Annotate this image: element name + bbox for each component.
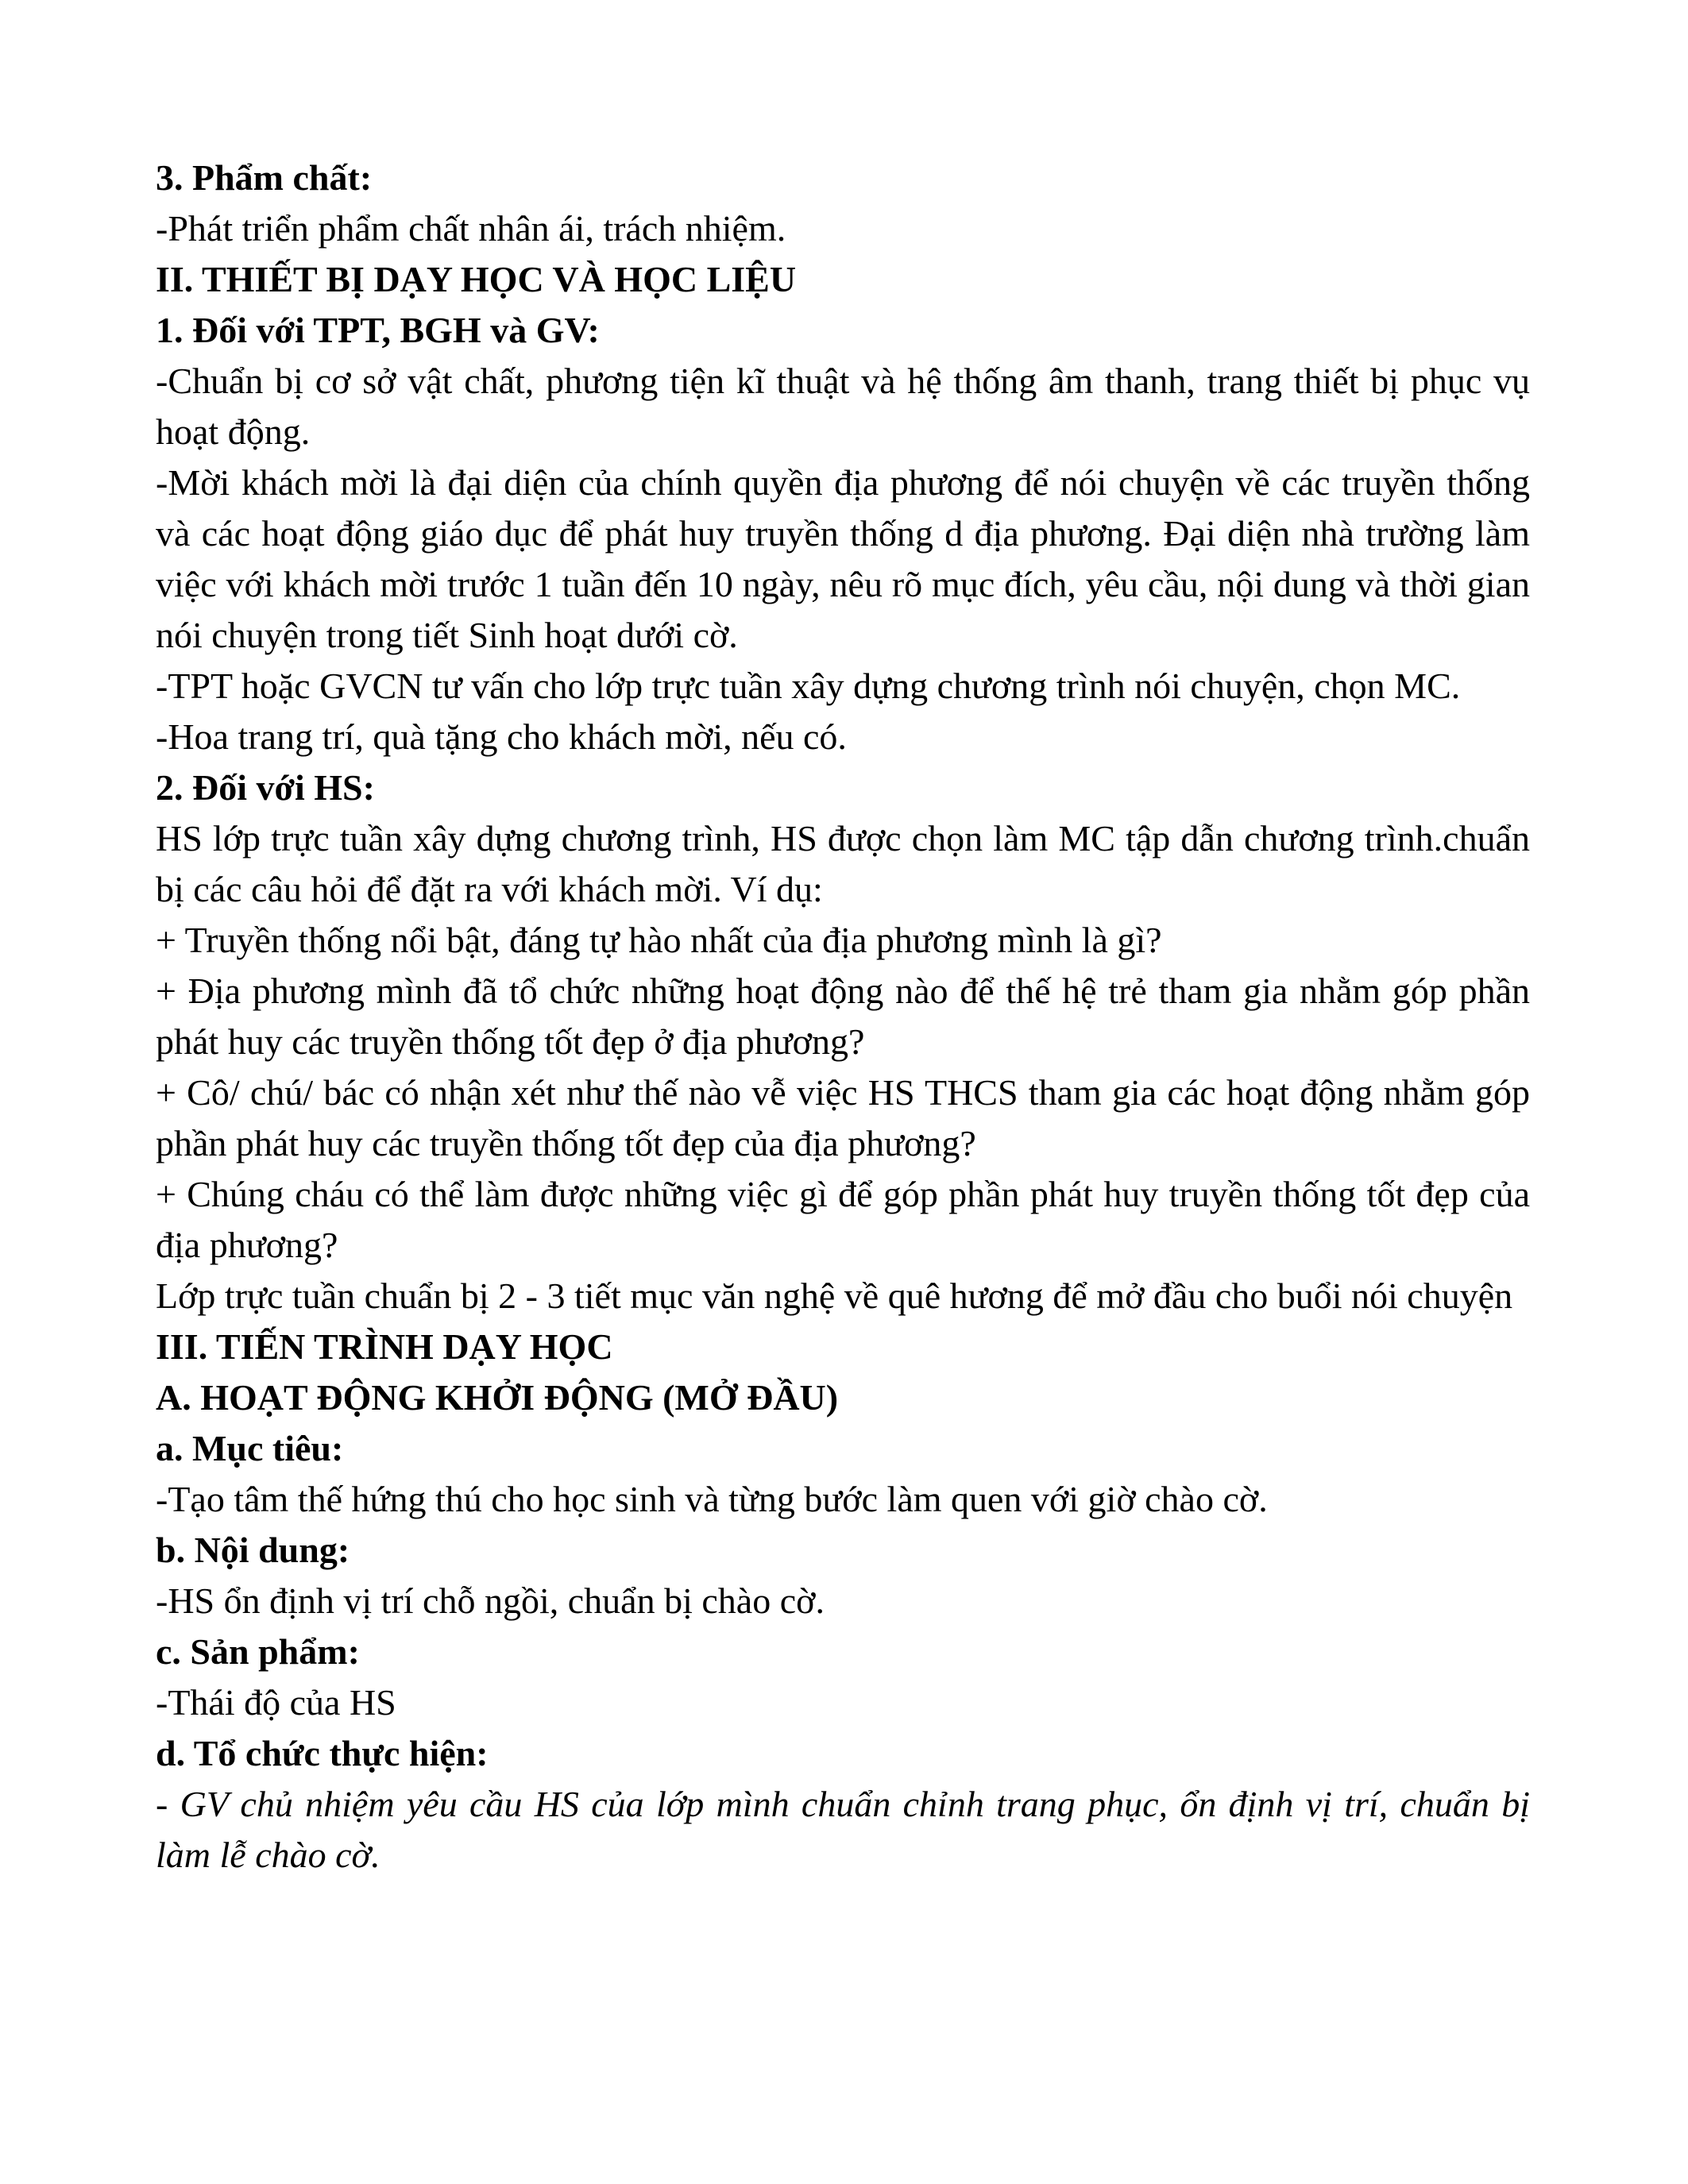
- heading-noi-dung: b. Nội dung:: [156, 1530, 350, 1570]
- heading-to-chuc-thuc-hien: d. Tổ chức thực hiện:: [156, 1733, 489, 1773]
- paragraph: HS lớp trực tuần xây dựng chương trình, HS được chọn làm MC tập dẫn chương trình.chuẩn bị các câu hỏi để đặt ra với khách mời. Ví dụ:: [156, 818, 1530, 909]
- paragraph: Lớp trực tuần chuẩn bị 2 - 3 tiết mục văn nghệ về quê hương để mở đầu cho buổi nói chuyện: [156, 1275, 1513, 1316]
- section-heading-thiet-bi: II. THIẾT BỊ DẠY HỌC VÀ HỌC LIỆU: [156, 259, 797, 299]
- paragraph: -Phát triển phẩm chất nhân ái, trách nhiệm.: [156, 208, 786, 249]
- section-heading-tien-trinh: III. TIẾN TRÌNH DẠY HỌC: [156, 1326, 613, 1367]
- paragraph: -TPT hoặc GVCN tư vấn cho lớp trực tuần xây dựng chương trình nói chuyện, chọn MC.: [156, 666, 1461, 706]
- paragraph: -Thái độ của HS: [156, 1682, 396, 1723]
- paragraph: -Tạo tâm thế hứng thú cho học sinh và từng bước làm quen với giờ chào cờ.: [156, 1479, 1268, 1519]
- paragraph: -Chuẩn bị cơ sở vật chất, phương tiện kĩ thuật và hệ thống âm thanh, trang thiết bị phục vụ hoạt động.: [156, 361, 1530, 452]
- heading-muc-tieu: a. Mục tiêu:: [156, 1428, 344, 1468]
- paragraph-italic: - GV chủ nhiệm yêu cầu HS của lớp mình chuẩn chỉnh trang phục, ổn định vị trí, chuẩn bị làm lễ chào cờ.: [156, 1784, 1530, 1875]
- heading-san-pham: c. Sản phẩm:: [156, 1631, 360, 1672]
- heading-hoat-dong-khoi-dong: A. HOẠT ĐỘNG KHỞI ĐỘNG (MỞ ĐẦU): [156, 1377, 839, 1418]
- question-item: + Cô/ chú/ bác có nhận xét như thế nào vễ việc HS THCS tham gia các hoạt động nhằm góp phần phát huy các truyền thống tốt đẹp của địa phương?: [156, 1072, 1530, 1163]
- heading-doi-voi-hs: 2. Đối với HS:: [156, 767, 375, 808]
- paragraph: -HS ổn định vị trí chỗ ngồi, chuẩn bị chào cờ.: [156, 1580, 825, 1621]
- paragraph: -Hoa trang trí, quà tặng cho khách mời, nếu có.: [156, 716, 847, 757]
- question-item: + Truyền thống nổi bật, đáng tự hào nhất của địa phương mình là gì?: [156, 920, 1162, 960]
- question-item: + Chúng cháu có thể làm được những việc gì để góp phần phát huy truyền thống tốt đẹp của địa phương?: [156, 1174, 1530, 1265]
- heading-doi-voi-gv: 1. Đối với TPT, BGH và GV:: [156, 310, 600, 350]
- document-page: [156, 152, 1530, 1881]
- question-item: + Địa phương mình đã tổ chức những hoạt động nào để thế hệ trẻ tham gia nhằm góp phần phát huy các truyền thống tốt đẹp ở địa phương?: [156, 970, 1530, 1062]
- heading-pham-chat: 3. Phẩm chất:: [156, 157, 373, 198]
- paragraph: -Mời khách mời là đại diện của chính quyền địa phương để nói chuyện về các truyền thống và các hoạt động giáo dục để phát huy truyền thống d địa phương. Đại diện nhà trường làm việc với khách mời trước 1 tuần đến 10 ngày, nêu rõ mục đích, yêu cầu, nội dung và thời gian nói chuyện trong tiết Sinh hoạt dưới cờ.: [156, 462, 1530, 655]
